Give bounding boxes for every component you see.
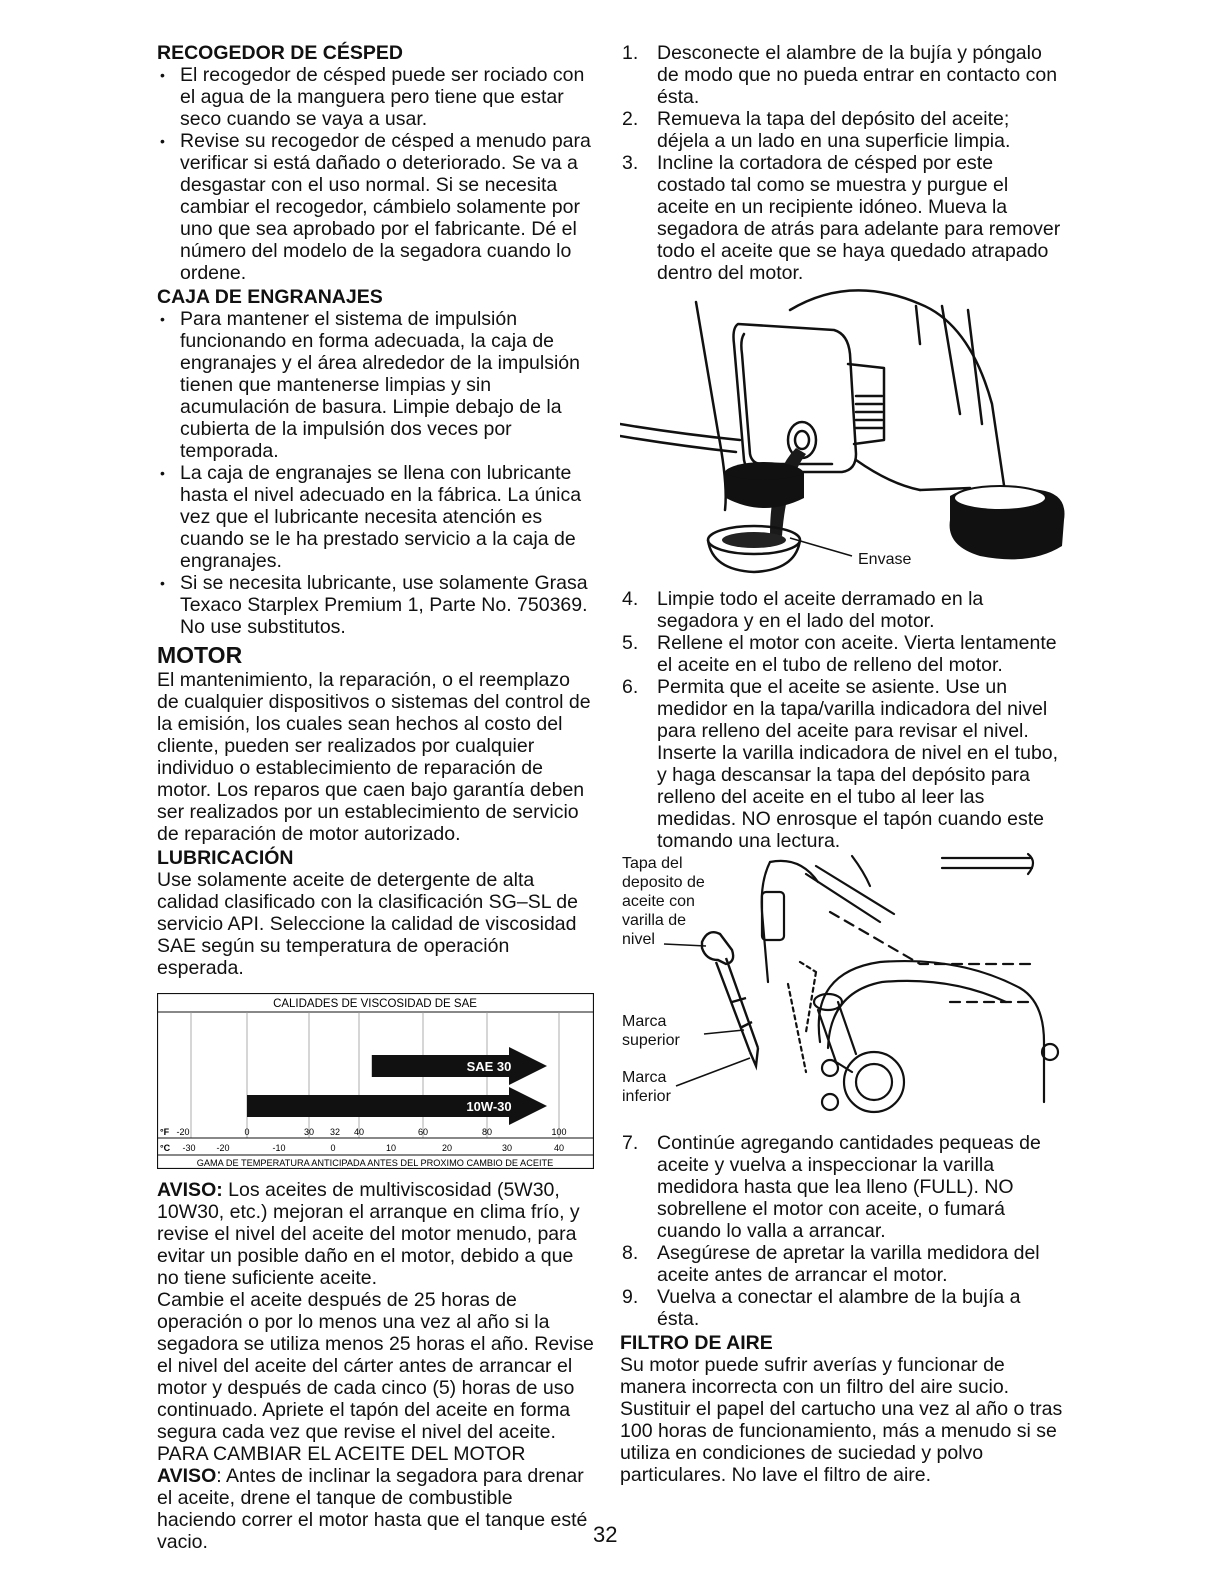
bar-shape (372, 1047, 547, 1085)
lubricacion-text: Use solamente aceite de detergente de alta calidad clasificado con la clasificación SG–SL de servicio API. Seleccione la calidad de viscosidad SAE según su temperatura de operación esperada. (157, 869, 578, 979)
filtro-heading: FILTRO DE AIRE (620, 1332, 773, 1354)
engine-tab (762, 892, 784, 940)
bar-label: 10W-30 (466, 1099, 512, 1114)
engine-dashed (830, 912, 1030, 964)
list-item (620, 1242, 1065, 1286)
f-unit-label: °F (160, 1127, 170, 1137)
c-tick-label: 10 (385, 1143, 397, 1153)
f-tick-label: 30 (303, 1127, 315, 1137)
f-tick-label: 100 (551, 1127, 567, 1137)
step-text: Asegúrese de apretar la varilla medidora del aceite antes de arrancar el motor. (657, 1242, 1040, 1286)
dipstick-illustration (620, 852, 1065, 1132)
list-item (620, 108, 1065, 152)
c-tick-label: -10 (272, 1143, 286, 1153)
c-tick-label: -20 (216, 1143, 230, 1153)
aviso1-text: Los aceites de multiviscosidad (5W30, 10W30, etc.) mejoran el arranque en clima frío, y revise el nivel del aceite del motor menudo, para evitar un posible daño en el motor, debido a que no tiene suficiente aceite. (157, 1179, 580, 1289)
list-item (620, 676, 1065, 852)
engine-port-inner (856, 1064, 892, 1100)
list-item (620, 1132, 1065, 1242)
insert-guide (788, 962, 816, 1072)
step-number: 9. (622, 1286, 639, 1308)
engine-vents (856, 396, 882, 428)
engine-block-inner (741, 334, 832, 464)
step-number: 2. (622, 108, 639, 130)
chart-bars (247, 1047, 547, 1125)
motor-heading: MOTOR (157, 642, 243, 668)
filtro-text: Su motor puede sufrir averías y funcionar de manera incorrecta con un filtro del aire sucio. Sustituir el papel del cartucho una vez al año o tras 100 horas de funcionamiento, más a menudo si se utiliza en condiciones de suciedad y polvo particulares. No lave el filtro de aire. (620, 1354, 1063, 1486)
step-text: Incline la cortadora de césped por este costado tal como se muestra y purgue el aceite en un recipiente idóneo. Mueva la segadora de atrás para adelante para remover todo el aceite que se haya quedado atrapado dentro del motor. (657, 152, 1061, 284)
engine-port (844, 1052, 904, 1112)
viscosity-chart-svg (157, 993, 594, 1169)
aviso2-text: : Antes de inclinar la segadora para drenar el aceite, drene el tanque de combustible haciendo correr el motor hasta que el tanque esté vacio. (157, 1465, 588, 1553)
oil-in-container (722, 532, 786, 548)
list-item: • La caja de engranajes se llena con lubricante hasta el nivel adecuado en la fábrica. La única vez que el lubricante necesita atención es cuando se le ha prestado servicio a la caja de engranajes. (157, 462, 594, 572)
step-number: 4. (622, 588, 639, 610)
list-item: • Revise su recogedor de césped a menudo para verificar si está dañado o deteriorado. Se va a desgastar con el uso normal. Si se necesita cambiar el recogedor, cámbielo solamente por uno que sea aprobado por el fabricante. Dé el número del modelo de la segadora cuando lo ordene. (157, 130, 594, 284)
c-tick-label: 30 (501, 1143, 513, 1153)
chart-xlabel: GAMA DE TEMPERATURA ANTICIPADA ANTES DEL PROXIMO CAMBIO DE ACEITE (196, 1158, 554, 1168)
step-number: 3. (622, 152, 639, 174)
step-text: Remueva la tapa del depósito del aceite; déjela a un lado en una superficie limpia. (657, 108, 1011, 152)
engine-outline (790, 290, 1005, 492)
step-text: Vuelva a conectar el alambre de la bujía a ésta. (657, 1286, 1021, 1330)
list-item: • Si se necesita lubricante, use solamente Grasa Texaco Starplex Premium 1, Parte No. 750369. No use substitutos. (157, 572, 594, 638)
step-number: 8. (622, 1242, 639, 1264)
recogedor-heading: RECOGEDOR DE CÉSPED (157, 42, 403, 64)
list-item (620, 588, 1065, 632)
cambie-paragraph: Cambie el aceite después de 25 horas de operación o por lo menos una vez al año si la segadora se utiliza menos 25 horas el año. Revise el nivel del aceite del cárter antes de arrancar el motor y después de cada cinco (5) horas de uso continuado. Apriete el tapón del aceite en forma segura cada vez que revise el nivel del aceite. (157, 1289, 594, 1443)
list-item: • El recogedor de césped puede ser rociado con el agua de la manguera pero tiene que estar seco cuando se vaya a usar. (157, 64, 594, 130)
list-item: • Para mantener el sistema de impulsión funcionando en forma adecuada, la caja de engranajes y el área alrededor de la impulsión tienen que mantenerse limpias y sin acumulación de basura. Limpie debajo de la cubierta de la impulsión dos veces por temporada. (157, 308, 594, 462)
engine-lines (806, 866, 894, 922)
engine-lines (942, 858, 1032, 868)
aviso2-label: AVISO (157, 1465, 217, 1487)
fill-tube (838, 1002, 856, 1054)
engine-outline (770, 861, 818, 882)
f-tick-labels (176, 1127, 566, 1137)
recogedor-list (157, 64, 594, 284)
c-tick-label: 20 (441, 1143, 453, 1153)
c-tick-label: -30 (182, 1143, 196, 1153)
deck-line (920, 488, 970, 490)
c-tick-labels (182, 1143, 564, 1153)
chart-title: CALIDADES DE VISCOSIDAD DE SAE (273, 998, 477, 1010)
f-tick-label: 60 (417, 1127, 429, 1137)
list-item (620, 632, 1065, 676)
bar-10w-30 (247, 1087, 547, 1125)
lubricacion-heading: LUBRICACIÓN (157, 847, 294, 869)
list-item (620, 1286, 1065, 1330)
c-unit-label: °C (160, 1143, 171, 1153)
dipstick-line (620, 424, 740, 440)
page-number: 32 (593, 1522, 618, 1547)
drain-oil-illustration (620, 284, 1065, 588)
left-column (157, 42, 594, 1553)
dipstick-rod (716, 958, 758, 1052)
f-tick-label: 80 (481, 1127, 493, 1137)
list-item (620, 152, 1065, 284)
oil-port-inner (795, 431, 809, 449)
envase-label: Envase (858, 551, 912, 568)
engine-line (942, 306, 960, 414)
right-column (620, 42, 1065, 1486)
step-number: 7. (622, 1132, 639, 1154)
step-text: Desconecte el alambre de la bujía y póngalo de modo que no pueda entrar en contacto con ésta. (657, 42, 1058, 108)
aviso1-label: AVISO: (157, 1179, 223, 1201)
f-tick-label: 40 (353, 1127, 365, 1137)
para-cambiar-heading: PARA CAMBIAR EL ACEITE DEL MOTOR (157, 1443, 526, 1465)
tapa-label: Tapa del deposito de aceite con varilla de nivel (622, 855, 705, 948)
viscosity-chart (157, 993, 594, 1169)
steps-list-c (620, 1132, 1065, 1330)
marca-superior-label: Marca superior (622, 1013, 680, 1049)
deck-line (856, 460, 920, 490)
motor-text: El mantenimiento, la reparación, o el reemplazo de cualquier dispositivos o sistemas del control de la emisión, los cuales sean hechos al costo del cliente, pueden ser realizados por cualquier individuo o establecimiento de reparación de motor. Los reparos que caen bajo garantía deben ser realizados por un establecimiento de servicio de reparación de motor autorizado. (157, 669, 591, 845)
step-text: Limpie todo el aceite derramado en la segadora y en el lado del motor. (657, 588, 984, 632)
engine-line (852, 856, 870, 886)
c-tick-label: 40 (553, 1143, 565, 1153)
steps-list-a (620, 42, 1065, 284)
step-text: Continúe agregando cantidades pequeas de aceite y vuelva a inspeccionar la varilla medidora hasta que lea lleno (FULL). NO sobrellene el motor con aceite, o fumará cuando lo valla a arrancar. (657, 1132, 1041, 1242)
bar-label: SAE 30 (466, 1059, 512, 1074)
marca-inferior-label: Marca inferior (622, 1069, 671, 1105)
step-number: 5. (622, 632, 639, 654)
handle-line (696, 302, 718, 432)
f-tick-label: 0 (244, 1127, 250, 1137)
c-tick-label: 0 (330, 1143, 336, 1153)
caja-list (157, 308, 594, 638)
handle-line (718, 432, 726, 510)
f-tick-label: 32 (329, 1127, 341, 1137)
f-tick-label: -20 (176, 1127, 190, 1137)
list-item (620, 42, 1065, 108)
caja-heading: CAJA DE ENGRANAJES (157, 286, 383, 308)
wheel-right-top (954, 486, 1046, 510)
step-text: Rellene el motor con aceite. Vierta lentamente el aceite en el tubo de relleno del motor. (657, 632, 1057, 676)
step-number: 1. (622, 42, 639, 64)
aviso1-paragraph (157, 1179, 594, 1289)
bar-sae-30 (372, 1047, 547, 1085)
step-text: Permita que el aceite se asiente. Use un medidor en la tapa/varilla indicadora del nivel para relleno del aceite para revisar el nivel. Inserte la varilla indicadora de nivel en el tubo, y haga descansar la tapa del depósito para relleno del aceite en el tubo al leer las medidas. NO enrosque el tapón cuando este tomando una lectura. (657, 676, 1059, 852)
dipstick-tip (750, 1048, 758, 1066)
steps-list-b (620, 588, 1065, 852)
bolt (822, 1094, 838, 1110)
aviso2-paragraph (157, 1465, 594, 1553)
engine-housing-inner (828, 981, 1006, 1048)
drain-oil-drawing (620, 284, 1065, 588)
step-number: 6. (622, 676, 639, 698)
engine-line (916, 306, 920, 344)
